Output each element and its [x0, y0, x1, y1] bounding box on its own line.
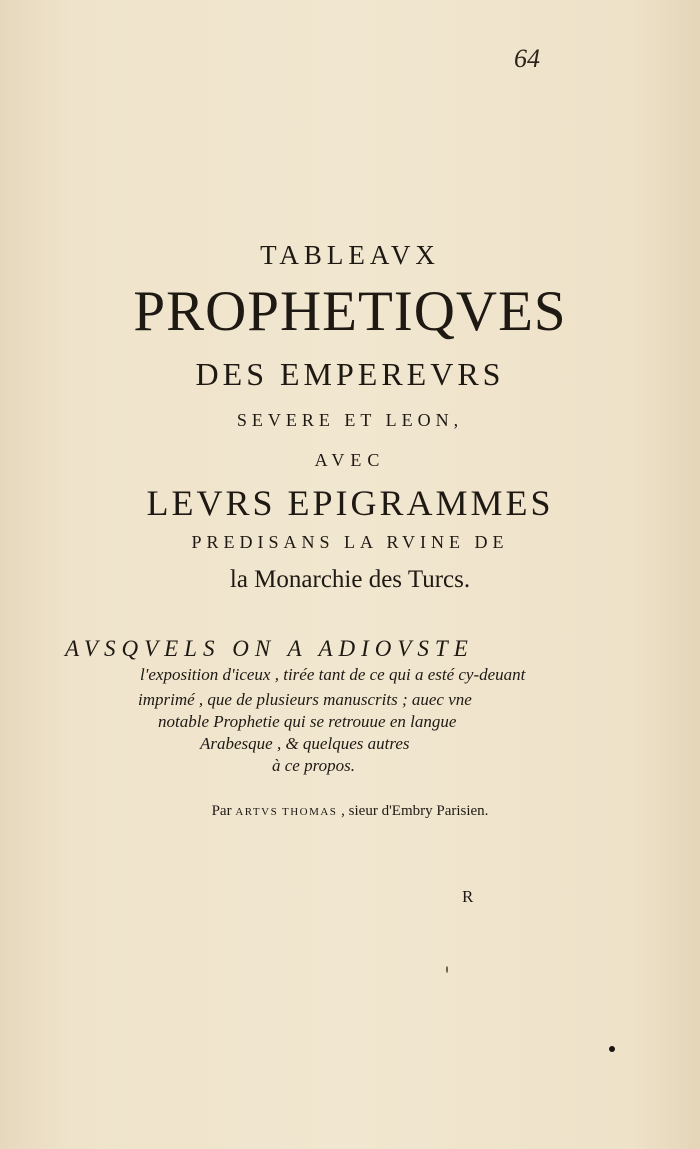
subtitle-line-prophetie: notable Prophetie qui se retrouue en langue [158, 712, 457, 731]
title-line-predisans: PREDISANS LA RVINE DE [191, 532, 509, 552]
subtitle-line-exposition: l'exposition d'iceux , tirée tant de ce qui a esté cy-deuant [140, 665, 526, 684]
subtitle-line-ausquels: AVSQVELS ON A ADIOVSTE [65, 636, 474, 661]
title-line-epigrammes: LEVRS EPIGRAMMES [146, 483, 554, 523]
subtitle-line-arabesque: Arabesque , & quelques autres [200, 734, 410, 753]
title-line-monarchie: la Monarchie des Turcs. [229, 566, 471, 593]
title-line-severe-leon: SEVERE ET LEON, [236, 410, 464, 430]
author-prefix: Par [211, 803, 232, 819]
page-number: 64 [514, 44, 540, 73]
author-rest: , sieur d'Embry Parisien. [341, 803, 489, 819]
author-first-name: ARTVS [235, 806, 279, 818]
author-line [0, 803, 700, 820]
subtitle-line-imprime: imprimé , que de plusieurs manuscrits ; auec vne [138, 690, 472, 709]
title-line-empereurs: DES EMPEREVRS [195, 356, 505, 392]
author-last-name: THOMAS [281, 806, 338, 818]
signature-mark: R [462, 887, 474, 906]
title-line-tableaux: TABLEAVX [260, 240, 440, 270]
title-line-avec: AVEC [314, 450, 386, 470]
title-line-prophetiques: PROPHETIQVES [133, 280, 567, 343]
paper-speck [446, 966, 448, 973]
subtitle-line-propos: à ce propos. [272, 756, 355, 775]
ink-spot [609, 1046, 615, 1052]
